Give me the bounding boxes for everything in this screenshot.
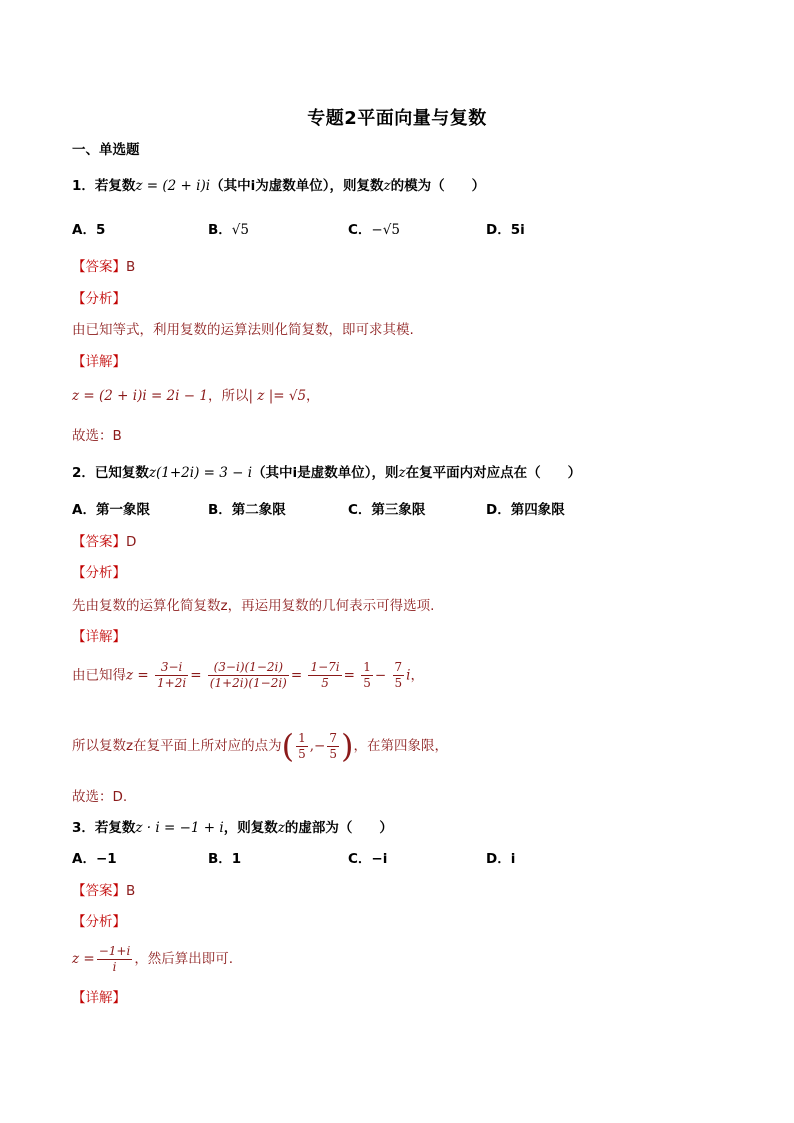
q2-point: 所以复数z在复平面上所对应的点为( $\frac{1}{5}$ ,− $\frac{7}{5}$ )，在第四象限， bbox=[72, 727, 448, 765]
q3-analysis-text: z = $\frac{-1+i}{i}$ ，然后算出即可. bbox=[72, 943, 234, 974]
q2-conclusion: 故选：D. bbox=[72, 789, 128, 805]
q3-option-c: C．−i bbox=[348, 851, 388, 867]
question-3: 3．若复数z · i = −1 + i，则复数z的虚部为（ ） bbox=[72, 820, 393, 836]
q3-analysis-label: 【分析】 bbox=[72, 914, 126, 930]
page-title: 专题2平面向量与复数 bbox=[307, 108, 487, 129]
q3-option-a: A．−1 bbox=[72, 851, 117, 867]
q1-answer: 【答案】B bbox=[72, 259, 136, 275]
q3-detail-label: 【详解】 bbox=[72, 990, 126, 1006]
q3-expression: z · i = −1 + i bbox=[135, 820, 224, 836]
q1-detail: z = (2 + i)i = 2i − 1，所以| z |= √5， bbox=[72, 388, 320, 404]
q1-option-d: D．5i bbox=[486, 222, 525, 238]
q2-option-b: B．第二象限 bbox=[208, 502, 286, 518]
question-1: 1．若复数z = (2 + i)i（其中i为虚数单位），则复数z的模为（ ） bbox=[72, 178, 486, 194]
q2-option-d: D．第四象限 bbox=[486, 502, 565, 518]
q1-analysis-label: 【分析】 bbox=[72, 291, 126, 307]
q1-analysis-text: 由已知等式，利用复数的运算法则化简复数，即可求其模. bbox=[72, 322, 414, 338]
section-heading: 一、单选题 bbox=[72, 142, 140, 158]
q1-detail-label: 【详解】 bbox=[72, 354, 126, 370]
question-2: 2．已知复数z(1+2i) = 3 − i（其中i是虚数单位），则z在复平面内对应点在（ ） bbox=[72, 465, 582, 481]
q1-option-c: C．−√5 bbox=[348, 222, 400, 238]
q1-expression: z = (2 + i)i bbox=[135, 178, 211, 194]
q3-answer: 【答案】B bbox=[72, 883, 136, 899]
q2-analysis-text: 先由复数的运算化简复数z，再运用复数的几何表示可得选项. bbox=[72, 598, 435, 614]
q2-analysis-label: 【分析】 bbox=[72, 565, 126, 581]
q1-option-b: B．√5 bbox=[208, 222, 249, 238]
q2-option-a: A．第一象限 bbox=[72, 502, 150, 518]
q1-option-a: A．5 bbox=[72, 222, 106, 238]
q2-expression: z(1+2i) = 3 − i bbox=[148, 465, 253, 481]
q2-answer: 【答案】D bbox=[72, 534, 137, 550]
q3-option-b: B．1 bbox=[208, 851, 242, 867]
q1-conclusion: 故选：B bbox=[72, 428, 122, 444]
q3-option-d: D．i bbox=[486, 851, 516, 867]
q2-detail-label: 【详解】 bbox=[72, 629, 126, 645]
q2-option-c: C．第三象限 bbox=[348, 502, 426, 518]
q2-detail-equation: 由已知得z = $\frac{3-i}{1+2i}$ = $\frac{(3-i)(1-2i)}{(1+2i)(1-2i)}$ = $\frac{1-7i}{5}$ = $\frac{1}{5}$ − $\frac{7}{5}$ i， bbox=[72, 660, 424, 690]
